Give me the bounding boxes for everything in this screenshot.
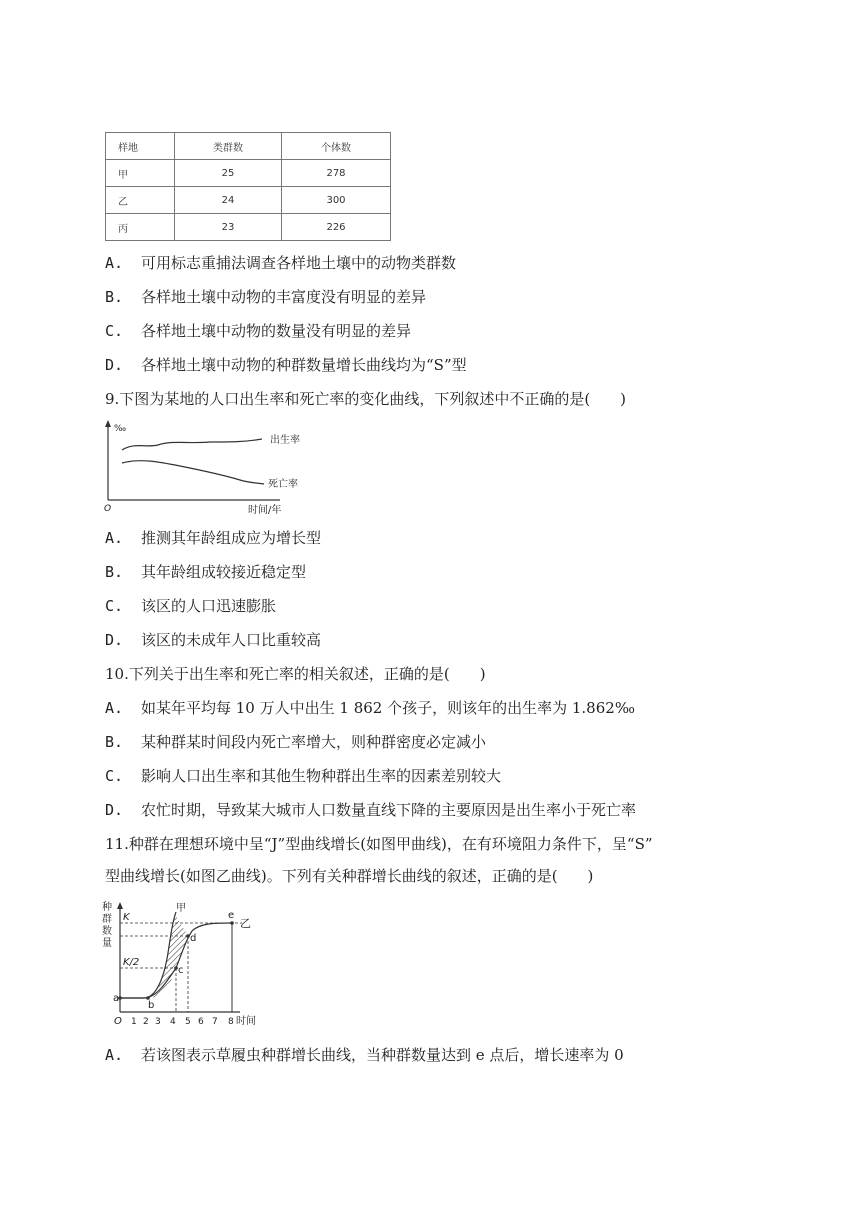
table-cell: 226	[282, 214, 391, 241]
option-letter: D.	[105, 631, 124, 649]
death-rate-curve	[122, 461, 264, 484]
y-axis-arrow	[117, 902, 123, 909]
point-d-label: d	[190, 933, 197, 944]
y-axis-label: 群	[102, 914, 112, 925]
x-axis-label: 时间/年	[248, 505, 282, 516]
y-unit-label: ‰	[114, 424, 127, 434]
q8-option-d[interactable]	[105, 355, 467, 375]
population-growth-figure	[100, 898, 280, 1033]
survey-table	[105, 132, 391, 241]
death-rate-label: 死亡率	[268, 479, 298, 490]
x-tick-label: 5	[185, 1017, 191, 1027]
option-text: 其年龄组成较接近稳定型	[141, 563, 307, 581]
option-text: 如某年平均每 10 万人中出生 1 862 个孩子，则该年的出生率为 1.862‰	[141, 699, 635, 717]
option-letter: A.	[105, 699, 124, 717]
origin-label: O	[104, 504, 112, 514]
x-tick-label: 6	[198, 1017, 204, 1027]
option-letter: A.	[105, 1046, 124, 1064]
point-e-label: e	[228, 910, 235, 921]
table-cell: 300	[282, 187, 391, 214]
y-axis-label: 量	[102, 938, 112, 949]
birth-rate-curve	[122, 439, 262, 450]
option-text: 该区的人口迅速膨胀	[141, 597, 277, 615]
option-letter: C.	[105, 597, 124, 615]
option-text: 各样地土壤中动物的丰富度没有明显的差异	[141, 288, 427, 306]
q9-option-d[interactable]	[105, 630, 321, 650]
q8-option-b[interactable]	[105, 287, 426, 307]
option-letter: B.	[105, 288, 124, 306]
table-row	[106, 187, 391, 214]
birth-rate-label: 出生率	[270, 435, 300, 446]
q11-stem-line2: 型曲线增长(如图乙曲线)。下列有关种群增长曲线的叙述，正确的是( )	[105, 867, 594, 885]
x-tick-label: 7	[212, 1017, 218, 1027]
option-letter: A.	[105, 529, 124, 547]
option-letter: A.	[105, 254, 124, 272]
q9-stem: 9.下图为某地的人口出生率和死亡率的变化曲线，下列叙述中不正确的是( )	[105, 390, 627, 408]
table-cell: 丙	[106, 214, 175, 241]
q11-stem-line1: 11.种群在理想环境中呈“J”型曲线增长(如图甲曲线)，在有环境阻力条件下，呈“S”	[105, 835, 653, 853]
k-label: K	[123, 912, 130, 923]
y-axis-label: 种	[102, 902, 112, 913]
half-k-label: K/2	[123, 957, 140, 968]
x-tick-label: 4	[170, 1017, 176, 1027]
q10-option-a[interactable]	[105, 698, 635, 718]
table-cell: 25	[175, 160, 282, 187]
option-letter: B.	[105, 563, 124, 581]
option-text: 若该图表示草履虫种群增长曲线，当种群数量达到 e 点后，增长速率为 0	[141, 1046, 624, 1064]
q10-option-d[interactable]	[105, 800, 636, 820]
q9-option-a[interactable]	[105, 528, 321, 548]
hatched-region	[150, 916, 188, 998]
origin-label: O	[114, 1016, 122, 1027]
q10-option-c[interactable]	[105, 766, 501, 786]
x-tick-label: 8	[228, 1017, 234, 1027]
q10-option-b[interactable]	[105, 732, 486, 752]
s-curve-label: 乙	[240, 917, 251, 930]
table-cell: 24	[175, 187, 282, 214]
q9-option-b[interactable]	[105, 562, 306, 582]
table-header: 个体数	[282, 133, 391, 160]
q8-option-c[interactable]	[105, 321, 411, 341]
table-cell: 278	[282, 160, 391, 187]
option-text: 农忙时期，导致某大城市人口数量直线下降的主要原因是出生率小于死亡率	[141, 801, 637, 819]
table-cell: 23	[175, 214, 282, 241]
option-text: 各样地土壤中动物的种群数量增长曲线均为“S”型	[141, 356, 467, 374]
option-letter: D.	[105, 801, 124, 819]
q8-option-a[interactable]	[105, 253, 456, 273]
x-tick-label: 1	[131, 1017, 137, 1027]
option-text: 影响人口出生率和其他生物种群出生率的因素差别较大	[141, 767, 502, 785]
x-tick-label: 2	[143, 1017, 149, 1027]
point-a-label: a	[113, 993, 120, 1004]
q9-option-c[interactable]	[105, 596, 276, 616]
option-letter: B.	[105, 733, 124, 751]
table-cell: 甲	[106, 160, 175, 187]
x-tick-label: 3	[155, 1017, 161, 1027]
table-row	[106, 214, 391, 241]
option-letter: C.	[105, 767, 124, 785]
option-text: 各样地土壤中动物的数量没有明显的差异	[141, 322, 412, 340]
point-b-label: b	[148, 1000, 155, 1011]
table-header-row	[106, 133, 391, 160]
x-axis-label: 时间	[236, 1016, 256, 1027]
option-text: 该区的未成年人口比重较高	[141, 631, 322, 649]
birth-death-rate-figure	[100, 418, 300, 518]
table-header: 样地	[106, 133, 175, 160]
option-text: 可用标志重捕法调查各样地土壤中的动物类群数	[141, 254, 457, 272]
option-letter: D.	[105, 356, 124, 374]
option-text: 某种群某时间段内死亡率增大，则种群密度必定减小	[141, 733, 487, 751]
y-axis-label: 数	[102, 926, 112, 937]
option-letter: C.	[105, 322, 124, 340]
option-text: 推测其年龄组成应为增长型	[141, 529, 322, 547]
table-cell: 乙	[106, 187, 175, 214]
q11-option-a[interactable]	[105, 1045, 624, 1065]
j-curve-label: 甲	[176, 903, 186, 914]
q10-stem: 10.下列关于出生率和死亡率的相关叙述，正确的是( )	[105, 665, 486, 683]
point-e	[230, 921, 234, 925]
table-header: 类群数	[175, 133, 282, 160]
point-c-label: c	[178, 965, 184, 976]
y-axis-arrow	[105, 420, 111, 427]
table-row	[106, 160, 391, 187]
